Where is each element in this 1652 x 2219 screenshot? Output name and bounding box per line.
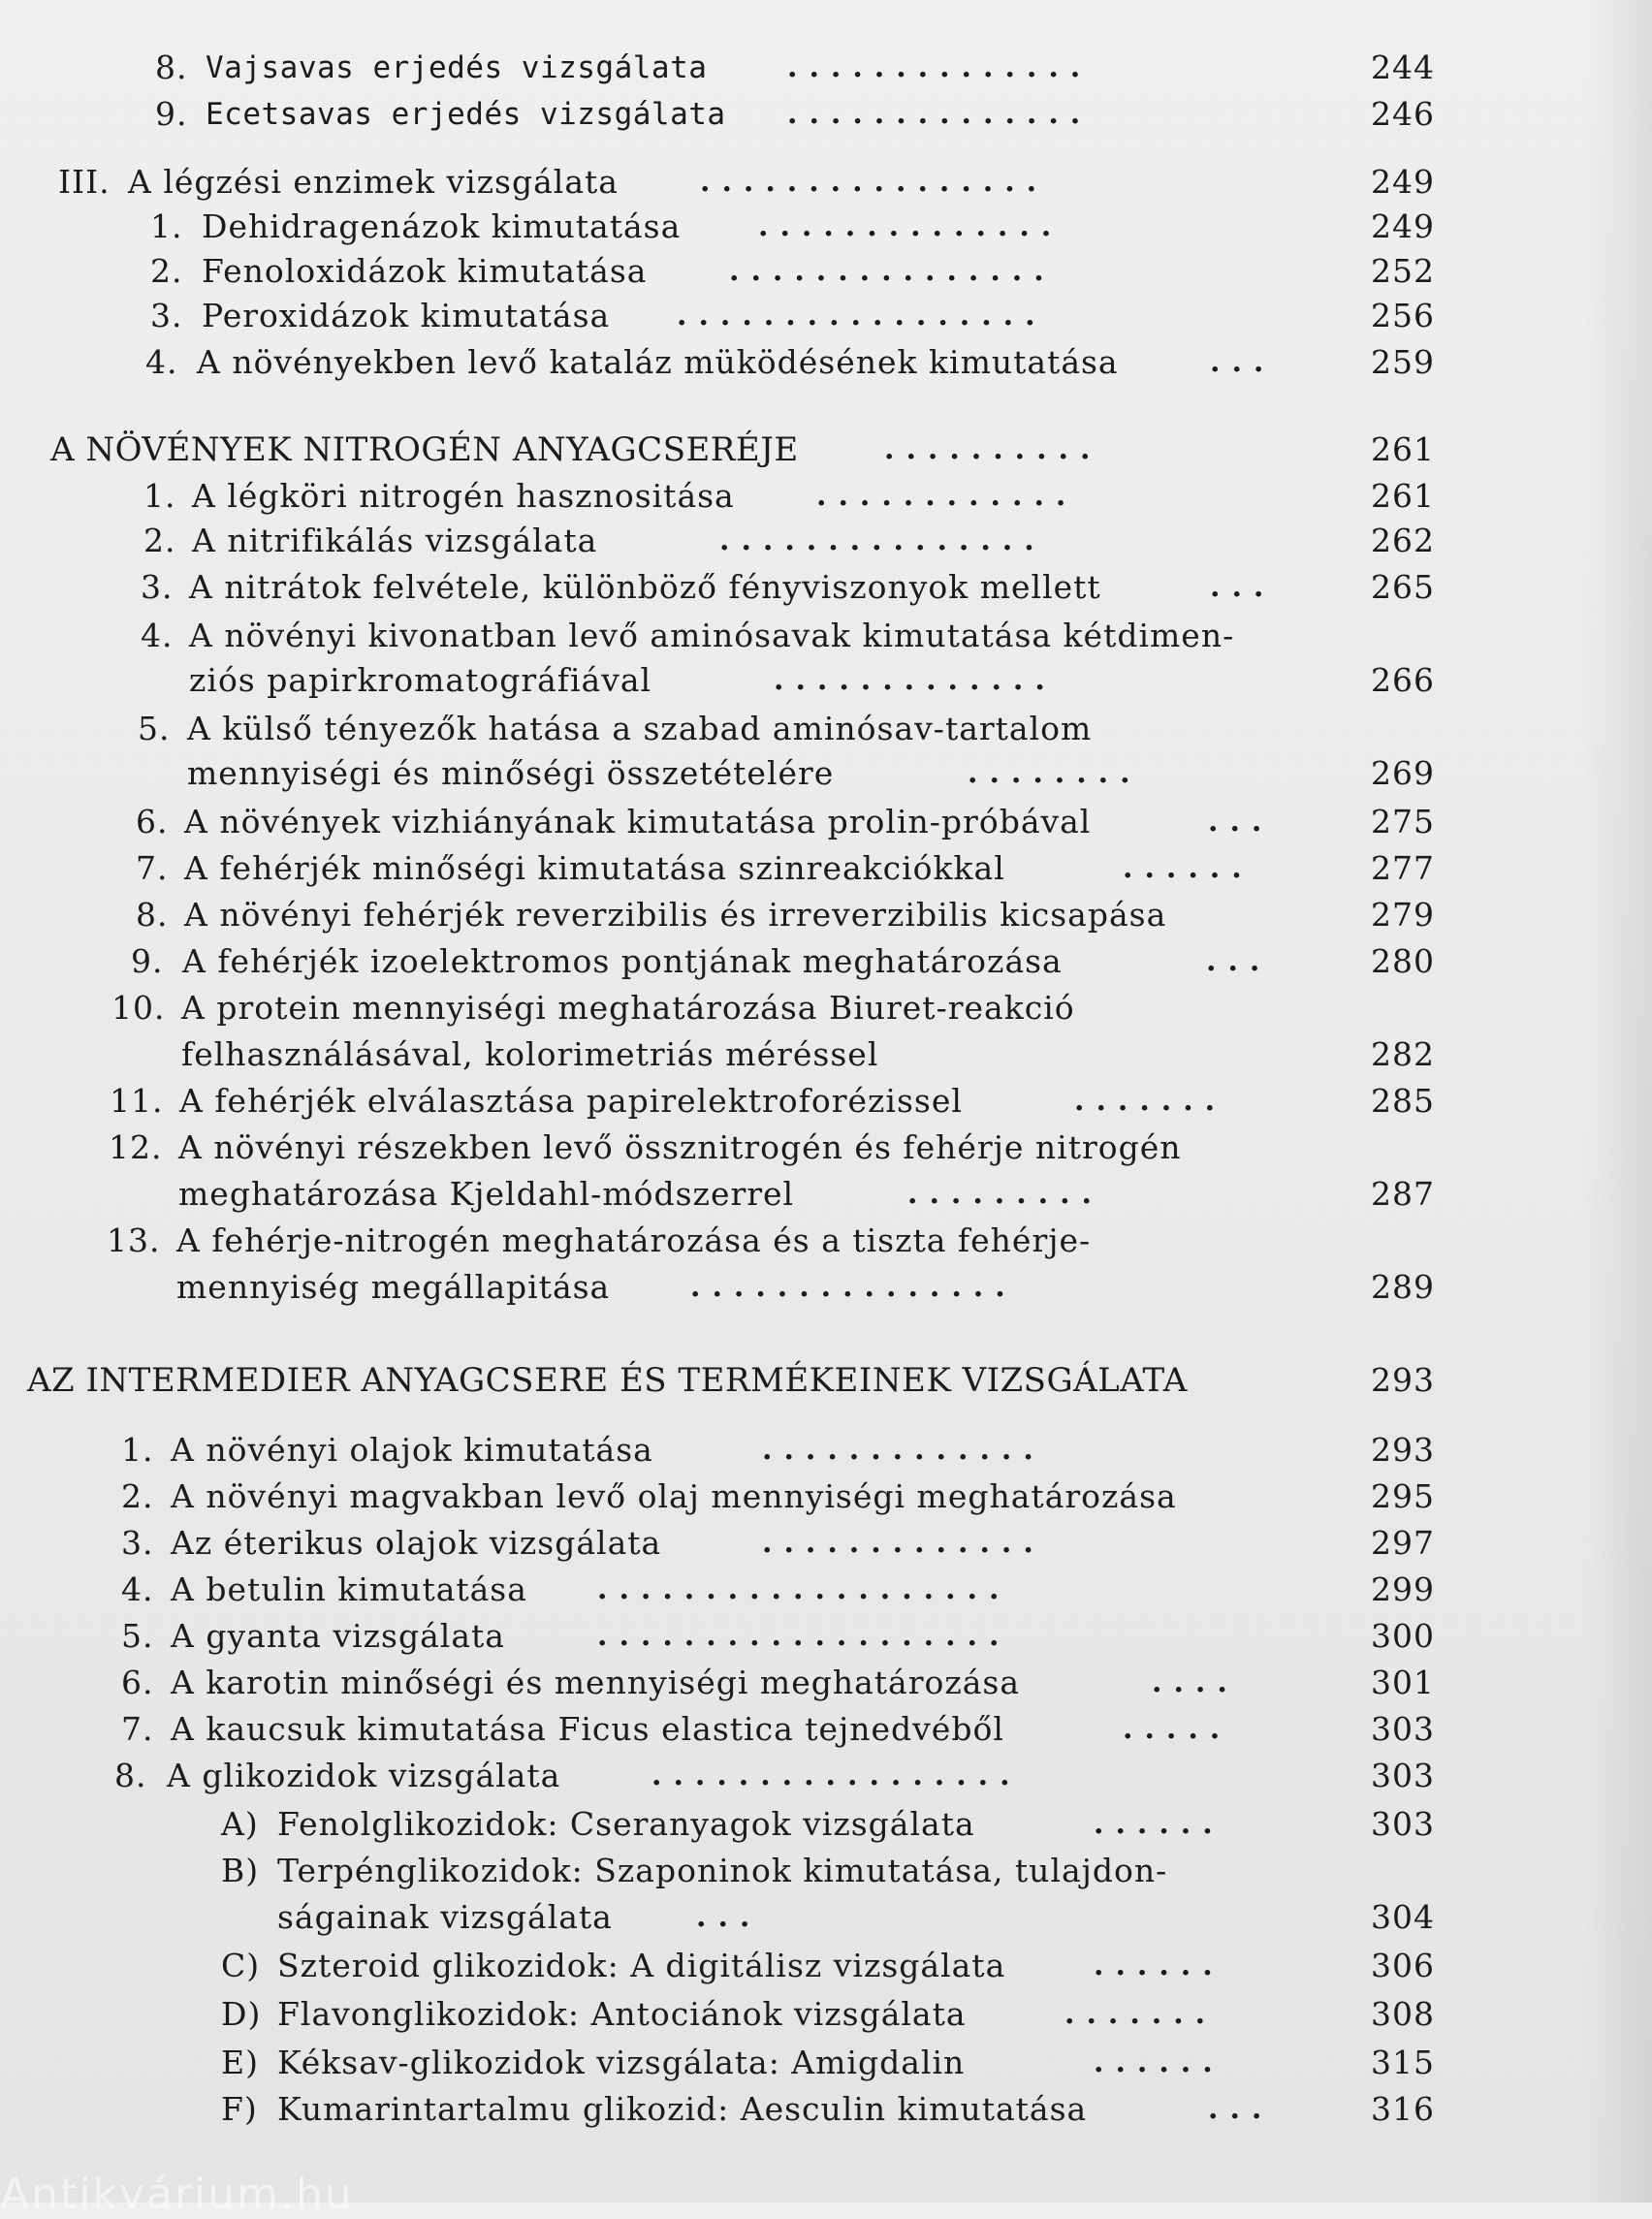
dot-leader: ......	[1123, 851, 1254, 885]
entry-page: 256	[1371, 297, 1435, 334]
entry-page: 262	[1371, 522, 1435, 559]
entry-page: 244	[1371, 48, 1435, 86]
entry-page: 306	[1371, 1947, 1435, 1984]
entry-number: C)	[221, 1947, 261, 1984]
entry-page: 249	[1371, 163, 1435, 201]
dot-leader: ...	[1208, 805, 1274, 839]
entry-title: Terpénglikozidok: Szaponinok kimutatása, tulajdon-	[277, 1852, 1168, 1889]
entry-title: A külső tényezők hatása a szabad aminósav-tartalom	[187, 710, 1093, 747]
toc-entry	[0, 159, 1652, 206]
dot-leader: ...	[1210, 345, 1276, 379]
dot-leader: ...............	[729, 254, 1056, 288]
entry-number: 2.	[150, 252, 183, 290]
entry-page: 304	[1371, 1898, 1435, 1936]
dot-leader: .......	[1064, 1997, 1218, 2031]
entry-title: Flavonglikozidok: Antociánok vizsgálata	[277, 1995, 967, 2033]
dot-leader: ............	[816, 479, 1078, 513]
entry-number: E)	[221, 2044, 259, 2081]
entry-title: Szteroid glikozidok: A digitálisz vizsgálata	[277, 1947, 1006, 1984]
entry-page: 279	[1371, 896, 1435, 934]
entry-title: A kaucsuk kimutatása Ficus elastica tejnedvéből	[171, 1710, 1004, 1748]
entry-title: mennyiség megállapitása	[176, 1268, 611, 1306]
dot-leader: ..............	[787, 50, 1093, 84]
entry-page: 315	[1371, 2044, 1435, 2081]
entry-number: 8.	[114, 1757, 147, 1794]
entry-number: 5.	[121, 1617, 154, 1655]
entry-number: 6.	[136, 803, 169, 840]
dot-leader: ........	[968, 756, 1142, 790]
entry-number: 3.	[121, 1524, 154, 1562]
toc-entry	[0, 845, 1652, 892]
toc-entry	[0, 938, 1652, 985]
dot-leader: .........	[907, 1177, 1103, 1211]
entry-number: 8.	[136, 896, 169, 934]
entry-number: B)	[221, 1852, 260, 1889]
toc-entry	[0, 339, 1652, 386]
section-title: AZ INTERMEDIER ANYAGCSERE ÉS TERMÉKEINEK VIZSGÁLATA	[27, 1361, 1188, 1400]
dot-leader: ......	[1094, 2045, 1224, 2079]
entry-page: 269	[1371, 754, 1435, 792]
entry-number: 11.	[110, 1082, 164, 1120]
entry-number: 3.	[141, 568, 174, 606]
toc-entry	[0, 799, 1652, 845]
dot-leader: .............	[762, 1433, 1045, 1467]
entry-number: 9.	[131, 942, 164, 980]
toc-entry-continuation	[0, 1031, 1652, 1078]
dot-leader: ................	[700, 165, 1049, 199]
toc-entry	[0, 1991, 1652, 2038]
dot-leader: ...................	[597, 1619, 1011, 1653]
entry-title: Fenoloxidázok kimutatása	[202, 252, 648, 290]
entry-title: Ecetsavas erjedés vizsgálata	[206, 97, 726, 132]
entry-page: 297	[1371, 1524, 1435, 1562]
toc-entry-continuation	[0, 657, 1652, 704]
entry-number: 12.	[109, 1128, 163, 1166]
toc-entry	[0, 1567, 1652, 1613]
entry-title: A fehérje-nitrogén meghatározása és a tiszta fehérje-	[176, 1221, 1092, 1259]
entry-number: 13.	[107, 1221, 161, 1259]
entry-page: 289	[1371, 1268, 1435, 1306]
toc-entry	[0, 1125, 1652, 1171]
entry-number: 4.	[121, 1570, 154, 1608]
toc-entry	[0, 473, 1652, 520]
entry-title: A növényi részekben levő össznitrogén és fehérje nitrogén	[178, 1128, 1182, 1166]
entry-page: 285	[1371, 1082, 1435, 1120]
entry-title: Az éterikus olajok vizsgálata	[171, 1524, 662, 1562]
toc-entry	[0, 1613, 1652, 1660]
entry-number: 2.	[121, 1477, 154, 1515]
toc-entry	[0, 1520, 1652, 1567]
entry-title: A protein mennyiségi meghatározása Biuret-reakció	[181, 989, 1075, 1027]
entry-page: 301	[1371, 1664, 1435, 1701]
entry-title: A gyanta vizsgálata	[171, 1617, 505, 1655]
toc-entry-continuation	[0, 1171, 1652, 1218]
dot-leader: .............	[762, 1526, 1045, 1560]
entry-title: A fehérjék izoelektromos pontjának meghatározása	[182, 942, 1063, 980]
entry-page: 246	[1371, 95, 1435, 133]
toc-entry-continuation	[0, 1894, 1652, 1941]
toc-entry	[0, 2040, 1652, 2086]
toc-entry-continuation	[0, 750, 1652, 797]
toc-entry	[0, 892, 1652, 938]
entry-title: ságainak vizsgálata	[277, 1898, 613, 1936]
dot-leader: .............	[774, 663, 1057, 697]
toc-entry	[0, 1848, 1652, 1894]
entry-page: 252	[1371, 252, 1435, 290]
dot-leader: ...	[1210, 570, 1276, 604]
entry-number: A)	[221, 1805, 259, 1843]
entry-page: 316	[1371, 2090, 1435, 2128]
dot-leader: ....	[1152, 1665, 1239, 1699]
entry-page: 277	[1371, 849, 1435, 887]
entry-title: A glikozidok vizsgálata	[167, 1757, 561, 1794]
entry-number: 1.	[150, 207, 183, 245]
dot-leader: ...............	[719, 523, 1046, 557]
entry-page: 293	[1371, 1431, 1435, 1469]
entry-number: III.	[58, 163, 111, 201]
entry-page: 303	[1371, 1805, 1435, 1843]
entry-number: 1.	[121, 1431, 154, 1469]
watermark: Antikvárium.hu	[0, 2170, 354, 2219]
entry-page: 280	[1371, 942, 1435, 980]
entry-number: 10.	[111, 989, 166, 1027]
entry-number: 4.	[141, 617, 174, 654]
section-heading	[0, 427, 1652, 473]
section-title: A NÖVÉNYEK NITROGÉN ANYAGCSERÉJE	[50, 430, 799, 469]
entry-page: 282	[1371, 1035, 1435, 1073]
dot-leader: ..............	[758, 209, 1064, 243]
toc-entry	[0, 985, 1652, 1031]
entry-number: D)	[221, 1995, 262, 2033]
toc-entry	[0, 1218, 1652, 1264]
toc-entry	[0, 2086, 1652, 2133]
toc-entry	[0, 1753, 1652, 1799]
entry-number: 7.	[121, 1710, 154, 1748]
entry-title: Kumarintartalmu glikozid: Aesculin kimutatása	[277, 2090, 1088, 2128]
toc-entry	[0, 248, 1652, 295]
toc-entry	[0, 1801, 1652, 1848]
dot-leader: .......	[1074, 1084, 1227, 1118]
entry-title: A növényi fehérjék reverzibilis és irreverzibilis kicsapása	[184, 896, 1167, 934]
toc-entry	[0, 706, 1652, 752]
entry-title: A légköri nitrogén hasznositása	[192, 477, 735, 515]
entry-title: mennyiségi és minőségi összetételére	[187, 754, 835, 792]
entry-title: A fehérjék minőségi kimutatása szinreakciókkal	[184, 849, 1005, 887]
entry-page: 299	[1371, 1570, 1435, 1608]
entry-title: A karotin minőségi és mennyiségi meghatározása	[171, 1664, 1021, 1701]
entry-title: meghatározása Kjeldahl-módszerrel	[178, 1175, 795, 1213]
toc-entry	[0, 518, 1652, 564]
dot-leader: .................	[651, 1759, 1022, 1792]
entry-page: 266	[1371, 661, 1435, 699]
entry-page: 293	[1371, 1361, 1435, 1399]
entry-number: 2.	[143, 522, 176, 559]
entry-title: Kéksav-glikozidok vizsgálata: Amigdalin	[277, 2044, 966, 2081]
entry-title: A növényekben levő kataláz müködésének kimutatása	[197, 343, 1119, 381]
entry-title: A növények vizhiányának kimutatása prolin-próbával	[184, 803, 1092, 840]
entry-title: A nitrátok felvétele, különböző fényviszonyok mellett	[189, 568, 1101, 606]
entry-page: 303	[1371, 1710, 1435, 1748]
entry-title: A nitrifikálás vizsgálata	[192, 522, 598, 559]
entry-page: 261	[1371, 477, 1435, 515]
entry-title: A betulin kimutatása	[171, 1570, 527, 1608]
toc-entry	[0, 613, 1652, 659]
dot-leader: .....	[1123, 1712, 1232, 1746]
entry-title: Dehidragenázok kimutatása	[202, 207, 682, 245]
toc-entry	[0, 1427, 1652, 1474]
dot-leader: ...................	[597, 1572, 1011, 1606]
entry-page: 249	[1371, 207, 1435, 245]
section-heading	[0, 1357, 1652, 1404]
entry-number: 4.	[145, 343, 178, 381]
entry-number: 7.	[136, 849, 169, 887]
entry-number: 9.	[155, 95, 188, 133]
entry-page: 259	[1371, 343, 1435, 381]
entry-title: A fehérjék elválasztása papirelektroforézissel	[179, 1082, 963, 1120]
toc-entry	[0, 1660, 1652, 1706]
dot-leader: ......	[1094, 1807, 1224, 1841]
entry-page: 275	[1371, 803, 1435, 840]
entry-number: 8.	[155, 48, 188, 86]
entry-page: 308	[1371, 1995, 1435, 2033]
entry-title: Peroxidázok kimutatása	[202, 297, 611, 334]
toc-entry	[0, 1474, 1652, 1520]
entry-page: 303	[1371, 1757, 1435, 1794]
entry-page: 295	[1371, 1477, 1435, 1515]
dot-leader: ......	[1094, 1949, 1224, 1982]
dot-leader: ...	[1206, 944, 1272, 978]
entry-title: A növényi olajok kimutatása	[171, 1431, 653, 1469]
toc-entry	[0, 1706, 1652, 1753]
toc-entry	[0, 204, 1652, 250]
entry-title: A növényi kivonatban levő aminósavak kimutatása kétdimen-	[189, 617, 1235, 654]
toc-entry	[0, 91, 1652, 138]
toc-entry	[0, 1943, 1652, 1989]
entry-title: felhasználásával, kolorimetriás méréssel	[181, 1035, 879, 1073]
entry-title: A légzési enzimek vizsgálata	[128, 163, 619, 201]
entry-number: 5.	[138, 710, 171, 747]
dot-leader: ..............	[787, 97, 1093, 131]
toc-entry	[0, 564, 1652, 611]
dot-leader: ...	[1208, 2092, 1274, 2126]
toc-entry	[0, 45, 1652, 91]
entry-number: 6.	[121, 1664, 154, 1701]
entry-title: ziós papirkromatográfiával	[189, 661, 652, 699]
entry-number: F)	[221, 2090, 258, 2128]
entry-page: 265	[1371, 568, 1435, 606]
entry-page: 261	[1371, 430, 1435, 468]
entry-number: 3.	[150, 297, 183, 334]
toc-entry-continuation	[0, 1264, 1652, 1311]
entry-page: 300	[1371, 1617, 1435, 1655]
dot-leader: ...............	[690, 1270, 1017, 1304]
entry-title: Fenolglikozidok: Cseranyagok vizsgálata	[277, 1805, 975, 1843]
dot-leader: ..........	[884, 432, 1102, 466]
dot-leader: .................	[677, 299, 1047, 333]
entry-number: 1.	[143, 477, 176, 515]
entry-page: 287	[1371, 1175, 1435, 1213]
toc-entry	[0, 1078, 1652, 1125]
toc-entry	[0, 293, 1652, 339]
entry-title: Vajsavas erjedés vizsgálata	[206, 50, 708, 85]
entry-title: A növényi magvakban levő olaj mennyiségi meghatározása	[171, 1477, 1177, 1515]
dot-leader: ...	[696, 1900, 762, 1934]
